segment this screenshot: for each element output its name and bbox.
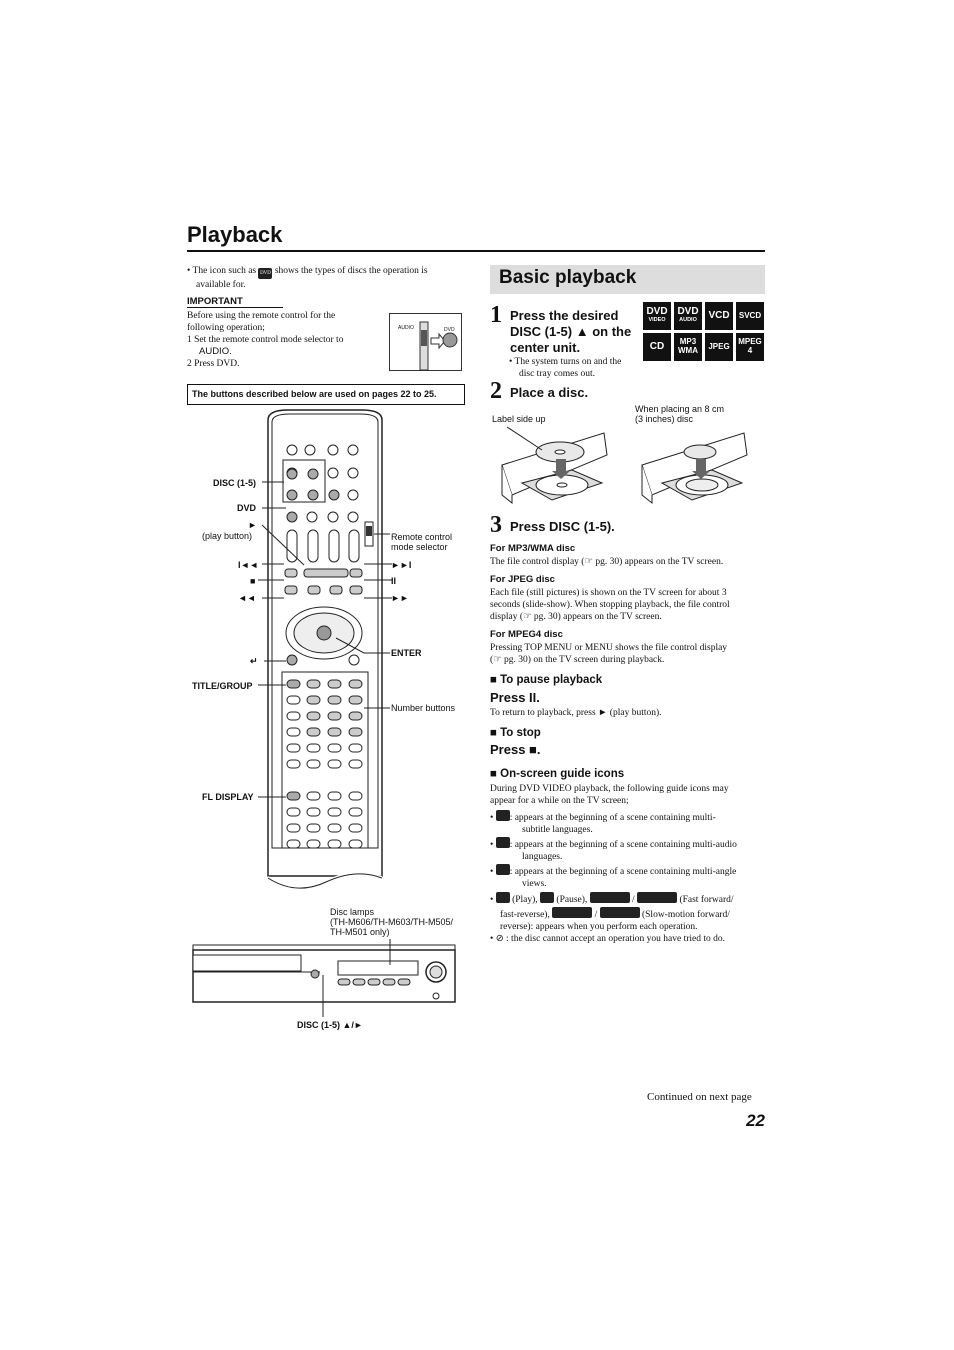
page-title: Playback (187, 222, 283, 247)
step-1-note-line: disc tray comes out. (519, 369, 595, 379)
guide-text: (Fast forward/ (679, 895, 734, 905)
important-line: following operation; (187, 323, 265, 333)
guide-heading: ■ On-screen guide icons (490, 768, 625, 780)
mp3-heading: For MP3/WMA disc (490, 543, 576, 554)
guide-intro-line: appear for a while on the TV screen; (490, 796, 629, 806)
mpeg4-heading: For MPEG4 disc (490, 629, 563, 640)
vcd-badge: VCD (705, 302, 733, 330)
guide-text: reverse): appears when you perform each operation. (500, 922, 698, 932)
cd-badge: CD (643, 333, 671, 361)
small-disc-line: (3 inches) disc (635, 414, 694, 424)
guide-text: / (594, 910, 598, 920)
jpeg-line: display (☞ pg. 30) appears on the TV screen. (490, 612, 662, 622)
guide-text: (Slow-motion forward/ (641, 910, 730, 920)
step-1-line: Press the desired (510, 308, 619, 323)
disc-type-badges (643, 302, 765, 362)
guide-text: (Play), (512, 895, 538, 905)
page-number: 22 (746, 1111, 765, 1130)
disc-lamps-line: (TH-M606/TH-M603/TH-M505/ (330, 917, 454, 927)
step-1-number: 1 (490, 302, 502, 328)
guide-text: : appears at the beginning of a scene containing multi-audio (509, 840, 737, 850)
step-1-note (509, 356, 621, 380)
guide-text: : appears at the beginning of a scene containing multi-angle (509, 867, 737, 877)
fl-display-label: FL DISPLAY (202, 792, 254, 802)
label-side-up: Label side up (492, 414, 546, 424)
guide-bullet-audio: • : appears at the beginning of a scene containing multi-audio languages. (490, 837, 765, 863)
jpeg-badge: JPEG (705, 333, 733, 361)
audio-icon (496, 837, 510, 848)
angle-icon (496, 864, 510, 875)
disc-lamps-line: Disc lamps (330, 907, 375, 917)
guide-text: / (632, 895, 635, 905)
step-1-text (510, 308, 645, 356)
mpeg4-text (490, 642, 765, 666)
icon-note (187, 265, 467, 291)
mp3-text: The file control display (☞ pg. 30) appears on the TV screen. (490, 557, 724, 567)
step-1-line: DISC (1-5) ▲ on the (510, 324, 632, 339)
return-label: ↵ (250, 656, 258, 666)
dvd-audio-badge: DVD AUDIO (674, 302, 702, 330)
play-icon (496, 892, 510, 903)
jpeg-text (490, 587, 765, 623)
disc-eject-label: DISC (1-5) ▲/► (297, 1020, 363, 1030)
step-2-number: 2 (490, 378, 502, 404)
mode-selector-diagram (389, 313, 462, 371)
audio-label: AUDIO (398, 325, 414, 331)
pause-heading: ■ To pause playback (490, 674, 603, 686)
guide-bullet-subtitle: • : appears at the beginning of a scene containing multi- subtitle languages. (490, 810, 765, 836)
important-step: AUDIO. (199, 346, 232, 357)
note-box: The buttons described below are used on pages 22 to 25. (187, 384, 465, 405)
dvd-button-label: DVD (237, 503, 257, 513)
remote-mode-label-1: Remote control (391, 532, 453, 542)
guide-text: : appears at the beginning of a scene containing multi- (509, 813, 716, 823)
svcd-badge: SVCD (736, 302, 764, 330)
stop-press: Press ■. (490, 742, 541, 757)
step-1-line: center unit. (510, 340, 581, 355)
play-button-label: (play button) (202, 531, 253, 541)
center-unit-illustration (190, 935, 460, 1020)
disc-lamps-label (330, 907, 453, 937)
stop-label: ■ (250, 576, 256, 586)
pause-note: To return to playback, press ► (play button). (490, 708, 662, 718)
title-rule (187, 250, 765, 252)
guide-text: fast-reverse), (500, 910, 550, 920)
play-symbol-label: ► (248, 520, 257, 530)
guide-text: (Pause), (556, 895, 588, 905)
fast-forward-icon (590, 892, 630, 903)
step-2-text: Place a disc. (510, 385, 589, 400)
important-line: Before using the remote control for the (187, 311, 336, 321)
step-3-number: 3 (490, 512, 502, 538)
selector-illustration (390, 314, 461, 370)
pause-label: II (391, 576, 397, 586)
title-group-label: TITLE/GROUP (192, 681, 253, 691)
next-label: ►►I (391, 560, 412, 570)
ff-label: ►► (391, 593, 409, 603)
number-buttons-label: Number buttons (391, 703, 456, 713)
step-3-text: Press DISC (1-5). (510, 519, 615, 534)
guide-bullet-angle: • : appears at the beginning of a scene containing multi-angle views. (490, 864, 765, 890)
dvd-label: DVD (444, 327, 455, 333)
guide-bullet-playback: • (Play), (Pause), / (Fast forward/ fast-reverse), / (Slow-motion forward/ reverse): appears when you perform each operation. (490, 892, 765, 933)
important-heading: IMPORTANT (187, 296, 283, 308)
stop-heading: ■ To stop (490, 727, 541, 739)
icon-note-text-2: shows the types of discs the operation is (274, 266, 428, 276)
section-title: Basic playback (499, 267, 637, 288)
prev-label: I◄◄ (238, 560, 259, 570)
icon-note-text-3: available for. (196, 280, 246, 290)
rew-label: ◄◄ (238, 593, 256, 603)
guide-intro-line: During DVD VIDEO playback, the following guide icons may (490, 784, 729, 794)
jpeg-line: seconds (slide-show). When stopping playback, the file control (490, 600, 730, 610)
jpeg-heading: For JPEG disc (490, 574, 555, 585)
enter-label: ENTER (391, 648, 422, 658)
dvd-badge-icon: DVD (258, 268, 272, 279)
mp3-wma-badge: MP3 WMA (674, 333, 702, 361)
mpeg4-line: (☞ pg. 30) on the TV screen during playback. (490, 655, 665, 665)
mpeg4-badge: MPEG 4 (736, 333, 764, 361)
guide-text: languages. (522, 852, 563, 862)
disc-lamps-line: TH-M501 only) (330, 927, 390, 937)
subtitle-icon (496, 810, 510, 821)
jpeg-line: Each file (still pictures) is shown on the TV screen for about 3 (490, 588, 727, 598)
remote-mode-label-2: mode selector (391, 542, 448, 552)
mpeg4-line: Pressing TOP MENU or MENU shows the file control display (490, 643, 728, 653)
small-disc-note (635, 404, 724, 424)
important-step: 2 Press DVD. (187, 359, 240, 369)
icon-note-text: • The icon such as (187, 266, 257, 276)
disc-label: DISC (1-5) (213, 478, 257, 488)
small-disc-line: When placing an 8 cm (635, 404, 725, 414)
important-step: 1 Set the remote control mode selector to (187, 335, 344, 345)
guide-intro (490, 783, 765, 807)
pause-icon (540, 892, 554, 903)
slow-reverse-icon (600, 907, 640, 918)
guide-bullet-prohibited: • ⊘ : the disc cannot accept an operation you have tried to do. (490, 934, 725, 944)
fast-reverse-icon (637, 892, 677, 903)
important-text (187, 310, 387, 370)
disc-tray-illustration (492, 425, 767, 505)
guide-text: views. (522, 879, 547, 889)
step-1-note-line: • The system turns on and the (509, 357, 622, 367)
continued-note: Continued on next page (647, 1091, 752, 1103)
dvd-video-badge: DVD VIDEO (643, 302, 671, 330)
slow-forward-icon (552, 907, 592, 918)
pause-press: Press II. (490, 690, 540, 705)
guide-text: subtitle languages. (522, 825, 593, 835)
